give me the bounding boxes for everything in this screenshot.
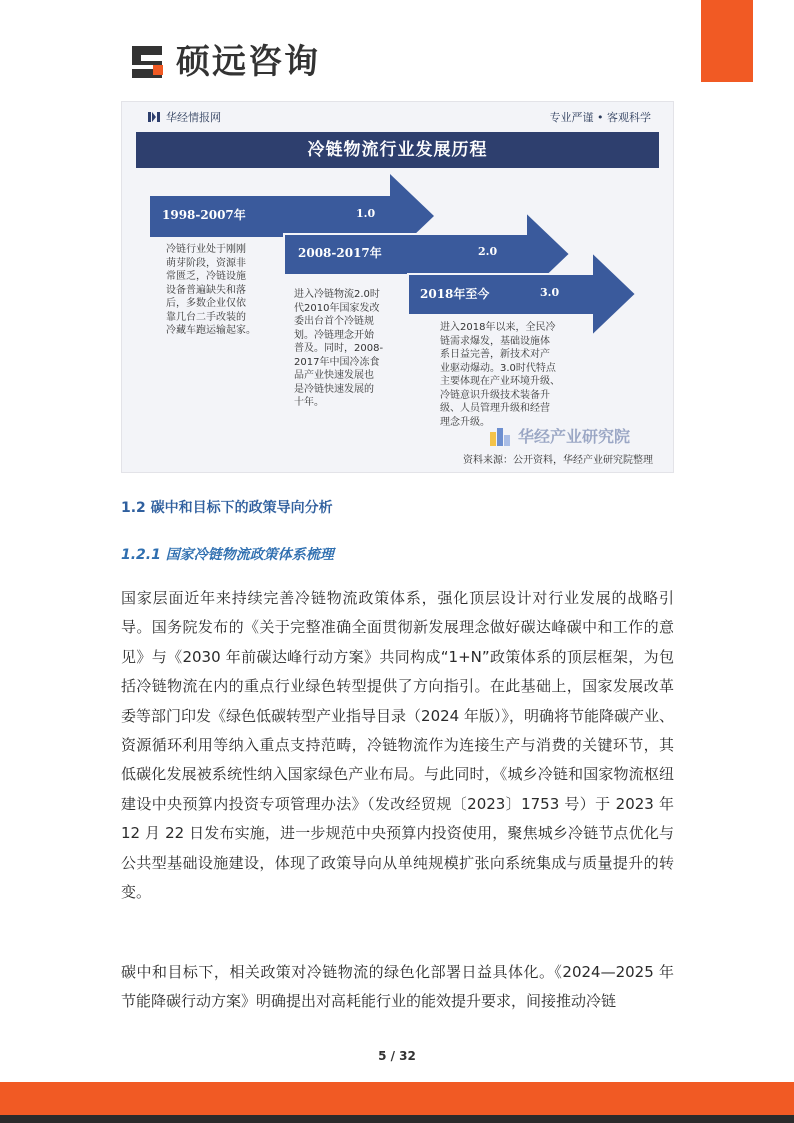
body-paragraph: 碳中和目标下，相关政策对冷链物流的绿色化部署日益具体化。《2024—2025 年节能降碳行动方案》明确提出对高耗能行业的能效提升要求，间接推动冷链 [121, 963, 674, 1011]
company-logo [128, 42, 320, 82]
stage-2-line: 品产业快速发展也 [294, 370, 374, 381]
watermark-text: 华经产业研究院 [518, 427, 631, 446]
stage-3-line: 级、人员管理升级和经营 [440, 403, 550, 414]
stage-1-description [166, 243, 284, 338]
stage-2-version: 2.0 [478, 245, 498, 258]
stage-1-line: 冷藏车跑运输起家。 [166, 325, 256, 336]
stage-2-line: 划。冷链理念开始 [294, 329, 374, 341]
stage-3-version: 3.0 [540, 286, 560, 299]
stage-3-line: 主要体现在产业环境升级、 [440, 376, 560, 387]
stage-1-line: 冷链行业处于刚刚 [166, 244, 246, 255]
stage-3-line: 系日益完善，新技术对产 [440, 349, 550, 360]
stage-2-period: 2008-2017年 [298, 246, 382, 260]
footer-strip [0, 1115, 794, 1123]
stage-2-line: 代2010年国家发改 [294, 302, 380, 314]
stage-3-line: 冷链意识升级技术装备升 [440, 389, 550, 401]
figure-brand-name: 华经情报网 [166, 111, 221, 124]
figure-title: 冷链物流行业发展历程 [136, 132, 659, 168]
stage-3-description [440, 321, 660, 429]
figure-slogan: 专业严谨 • 客观科学 [549, 111, 651, 124]
body-paragraph: 国家层面近年来持续完善冷链物流政策体系，强化顶层设计对行业发展的战略引导。国务院发布的《关于完整准确全面贯彻新发展理念做好碳达峰碳中和工作的意见》与《2030 年前碳达峰行动方案》共同构成“1+N”政策体系的顶层框架，为包括冷链物流在内的重点行业绿色转型提供了方向指引。在此基础上，国家发展改革委等部门印发《绿色低碳转型产业指导目录（2024 年版）》，明确将节能降碳产业、资源循环利用等纳入重点支持范畴，冷链物流作为连接生产与消费的关键环节，其低碳化发展被系统性纳入国家绿色产业布局。与此同时，《城乡冷链和国家物流枢纽建设中央预算内投资专项管理办法》（发改经贸规〔2023〕1753 号）于 2023 年 12 月 22 日发布实施，进一步规范中央预算内投资使用，聚焦城乡冷链节点优化与公共型基础设施建设，体现了政策导向从单纯规模扩张向系统集成与质量提升的转变。 [121, 589, 674, 902]
stage-1-line: 萌芽阶段，资源非 [166, 257, 246, 269]
stage-1-line: 常匮乏，冷链设施 [166, 271, 246, 282]
stage-2-line: 是冷链快速发展的 [294, 383, 374, 395]
brand-icon [148, 111, 160, 123]
header-accent-tab [701, 0, 753, 82]
section-heading: 1.2 碳中和目标下的政策导向分析 [121, 500, 333, 516]
stage-3-line: 进入2018年以来，全民冷 [440, 322, 556, 333]
stage-1-line: 设备普遍缺失和落 [166, 284, 246, 296]
stage-2-description [294, 288, 408, 410]
stage-3-line: 理念升级。 [440, 416, 490, 428]
logo-mark-icon [128, 42, 168, 82]
figure-brand [148, 109, 221, 125]
page-number: 5 / 32 [378, 1049, 416, 1063]
stage-2-line: 2017年中国冷冻食 [294, 356, 380, 368]
stage-3-line: 业驱动爆动。3.0时代特点 [440, 362, 556, 374]
stage-3-period: 2018年至今 [420, 287, 490, 301]
stage-1-version: 1.0 [356, 207, 376, 220]
figure-header [122, 102, 673, 132]
stage-2-line: 进入冷链物流2.0时 [294, 289, 380, 300]
stage-2-line: 十年。 [294, 397, 324, 408]
footer-band [0, 1082, 794, 1115]
stage-1-line: 靠几台二手改装的 [166, 311, 246, 323]
stage-2-line: 普及。同时，2008- [294, 343, 384, 354]
stage-1-period: 1998-2007年 [162, 208, 246, 222]
subsection-heading: 1.2.1 国家冷链物流政策体系梳理 [121, 547, 334, 563]
logo-text: 硕远咨询 [176, 42, 320, 82]
figure-watermark [490, 424, 630, 447]
figure-source: 资料来源：公开资料，华经产业研究院整理 [463, 455, 653, 466]
stage-1-line: 后，多数企业仅依 [166, 298, 246, 309]
stage-3-line: 链需求爆发，基础设施体 [440, 335, 550, 347]
industry-timeline-figure [121, 101, 674, 473]
watermark-logo-icon [490, 426, 512, 446]
stage-2-line: 委出台首个冷链规 [294, 316, 374, 327]
